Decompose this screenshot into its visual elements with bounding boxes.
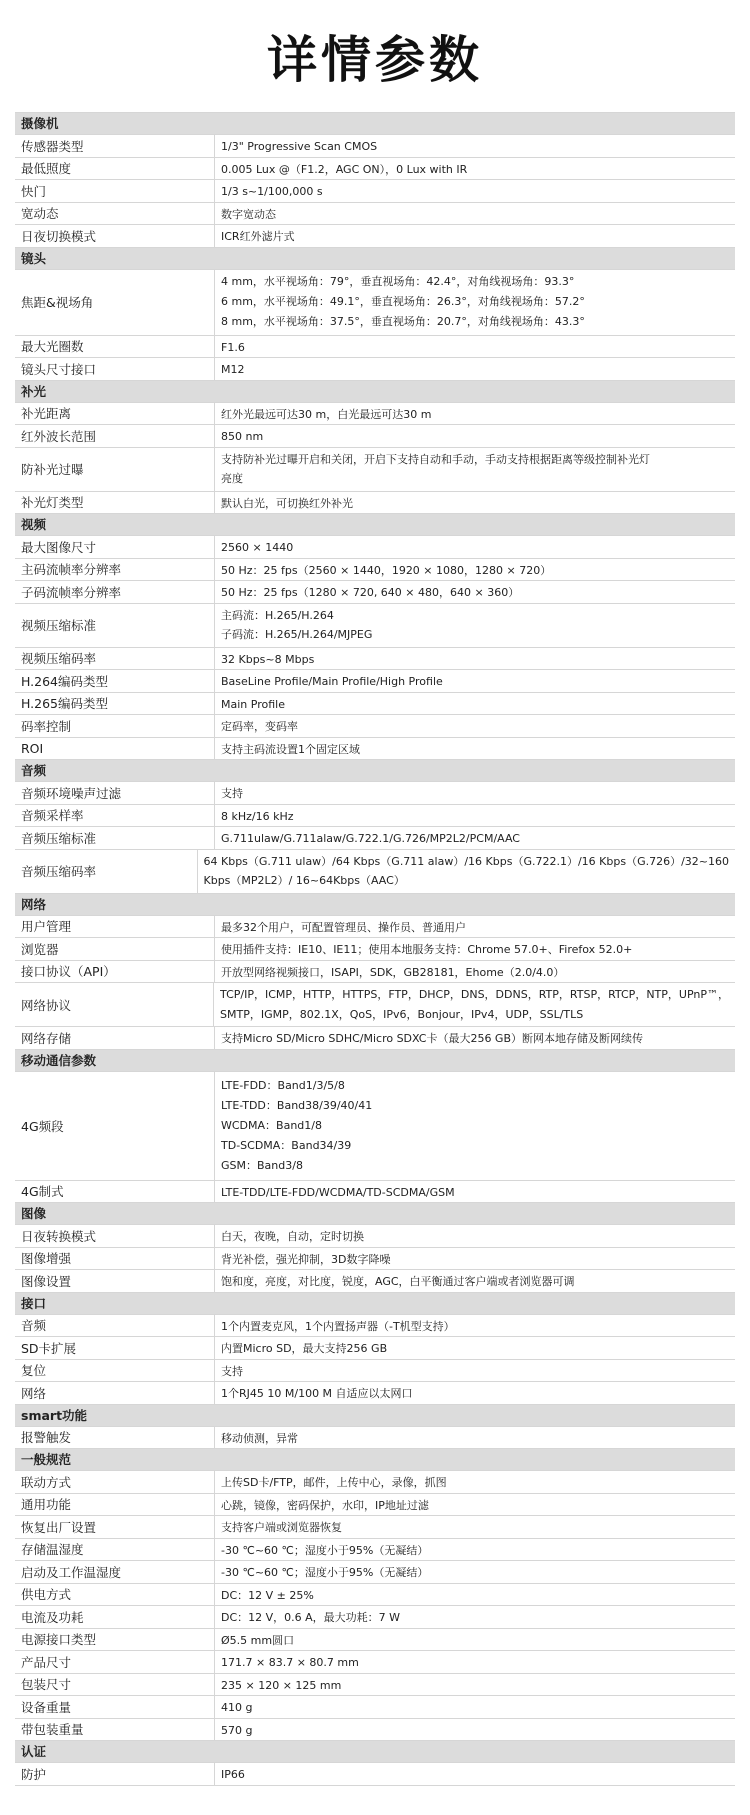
spec-label: 焦距&视场角 — [15, 270, 215, 335]
spec-value — [198, 850, 736, 893]
spec-value-line: 饱和度，亮度，对比度，锐度，AGC，白平衡通过客户端或者浏览器可调 — [221, 1275, 575, 1288]
spec-value — [215, 1674, 735, 1696]
spec-label: H.264编码类型 — [15, 670, 215, 692]
spec-value-line: 支持主码流设置1个固定区域 — [221, 742, 360, 756]
spec-value — [215, 1248, 735, 1270]
spec-label: 复位 — [15, 1360, 215, 1382]
spec-value-line: 支持 — [221, 1364, 243, 1378]
spec-value — [215, 938, 735, 960]
spec-value-line: 50 Hz：25 fps（2560 × 1440，1920 × 1080，1280 × 720） — [221, 563, 552, 577]
spec-value — [215, 1584, 735, 1606]
spec-label: ROI — [15, 738, 215, 760]
spec-label: 图像增强 — [15, 1248, 215, 1270]
spec-row — [15, 738, 735, 761]
spec-row — [15, 782, 735, 805]
spec-value-line: LTE-FDD：Band1/3/5/8 — [221, 1078, 345, 1092]
spec-row — [15, 336, 735, 359]
spec-value — [215, 961, 735, 983]
spec-row — [15, 916, 735, 939]
spec-row — [15, 1651, 735, 1674]
spec-label: 音频压缩码率 — [15, 850, 198, 893]
spec-label: 4G频段 — [15, 1072, 215, 1180]
spec-label: 视频压缩标准 — [15, 604, 215, 647]
spec-value — [215, 1337, 735, 1359]
spec-row — [15, 1225, 735, 1248]
spec-value — [215, 158, 735, 180]
spec-value — [215, 403, 735, 425]
spec-value — [215, 1696, 735, 1718]
spec-row — [15, 715, 735, 738]
spec-label: 主码流帧率分辨率 — [15, 559, 215, 581]
spec-value-line: IP66 — [221, 1768, 245, 1781]
spec-value — [215, 203, 735, 225]
spec-value-line: 1/3 s~1/100,000 s — [221, 185, 323, 198]
page-title: 详情参数 — [267, 31, 483, 89]
spec-value — [215, 715, 735, 737]
spec-label: 传感器类型 — [15, 135, 215, 157]
spec-value — [215, 1270, 735, 1292]
spec-value-line: 1个内置麦克风，1个内置扬声器（-T机型支持） — [221, 1319, 455, 1333]
spec-value-line: Kbps（MP2L2）/ 16~64Kbps（AAC） — [203, 874, 405, 887]
spec-row — [15, 492, 735, 515]
spec-row — [15, 1382, 735, 1405]
spec-row — [15, 1561, 735, 1584]
spec-row — [15, 1072, 735, 1181]
spec-label: 设备重量 — [15, 1696, 215, 1718]
spec-row — [15, 1516, 735, 1539]
spec-label: 供电方式 — [15, 1584, 215, 1606]
spec-row — [15, 1629, 735, 1652]
spec-label: 网络存储 — [15, 1027, 215, 1049]
spec-value — [215, 1427, 735, 1449]
spec-value-line: SMTP，IGMP，802.1X，QoS，IPv6，Bonjour，IPv4，UDP，SSL/TLS — [220, 1007, 584, 1021]
spec-row — [15, 270, 735, 336]
spec-value — [215, 336, 735, 358]
spec-value — [215, 1315, 735, 1337]
spec-value — [215, 1629, 735, 1651]
spec-value-line: 6 mm，水平视场角：49.1°，垂直视场角：26.3°，对角线视场角：57.2° — [221, 295, 585, 308]
spec-value-line: LTE-TDD：Band38/39/40/41 — [221, 1098, 373, 1112]
spec-value-line: 1个RJ45 10 M/100 M 自适应以太网口 — [221, 1387, 413, 1400]
section-header: smart功能 — [15, 1405, 735, 1427]
spec-value-line: 最多32个用户，可配置管理员、操作员、普通用户 — [221, 920, 466, 934]
spec-label: 存储温湿度 — [15, 1539, 215, 1561]
spec-row — [15, 1427, 735, 1450]
spec-value-line: 亮度 — [221, 472, 243, 485]
section-header: 网络 — [15, 894, 735, 916]
spec-value — [215, 358, 735, 380]
spec-row — [15, 1027, 735, 1050]
spec-label: 恢复出厂设置 — [15, 1516, 215, 1538]
spec-value-line: 移动侦测，异常 — [221, 1431, 298, 1445]
spec-row — [15, 1606, 735, 1629]
spec-value — [215, 670, 735, 692]
spec-value — [215, 270, 735, 335]
spec-label: 视频压缩码率 — [15, 648, 215, 670]
spec-table — [15, 112, 735, 1786]
spec-label: 接口协议（API） — [15, 961, 215, 983]
spec-value-line: 使用插件支持：IE10、IE11；使用本地服务支持：Chrome 57.0+、Firefox 52.0+ — [221, 943, 633, 956]
spec-row — [15, 135, 735, 158]
spec-row — [15, 1696, 735, 1719]
spec-value-line: 4 mm，水平视场角：79°，垂直视场角：42.4°，对角线视场角：93.3° — [221, 275, 575, 288]
spec-label: 电流及功耗 — [15, 1606, 215, 1628]
spec-value — [215, 492, 735, 514]
spec-label: 音频 — [15, 1315, 215, 1337]
spec-row — [15, 536, 735, 559]
spec-row — [15, 1471, 735, 1494]
spec-value-line: 8 mm，水平视场角：37.5°，垂直视场角：20.7°，对角线视场角：43.3° — [221, 315, 585, 328]
spec-value-line: 0.005 Lux @（F1.2，AGC ON），0 Lux with IR — [221, 162, 468, 176]
spec-value-line: 白天，夜晚，自动，定时切换 — [221, 1230, 364, 1243]
spec-value-line: 1/3" Progressive Scan CMOS — [221, 140, 378, 153]
spec-row — [15, 1337, 735, 1360]
spec-label: 浏览器 — [15, 938, 215, 960]
spec-label: 音频采样率 — [15, 805, 215, 827]
spec-label: 宽动态 — [15, 203, 215, 225]
spec-label: 快门 — [15, 180, 215, 202]
spec-value-line: 支持防补光过曝开启和关闭，开启下支持自动和手动，手动支持根据距离等级控制补光灯 — [221, 452, 650, 466]
spec-value — [215, 180, 735, 202]
spec-row — [15, 827, 735, 850]
section-header: 认证 — [15, 1741, 735, 1763]
spec-row — [15, 425, 735, 448]
spec-value-line: 8 kHz/16 kHz — [221, 809, 294, 823]
spec-row — [15, 1360, 735, 1383]
spec-row — [15, 961, 735, 984]
section-header: 一般规范 — [15, 1449, 735, 1471]
spec-label: SD卡扩展 — [15, 1337, 215, 1359]
section-header: 视频 — [15, 514, 735, 536]
spec-row — [15, 693, 735, 716]
spec-value-line: 定码率，变码率 — [221, 720, 298, 733]
spec-label: 补光距离 — [15, 403, 215, 425]
spec-value — [215, 225, 735, 247]
spec-row — [15, 203, 735, 226]
spec-value-line: 171.7 × 83.7 × 80.7 mm — [221, 1656, 359, 1669]
spec-value-line: -30 ℃~60 ℃；湿度小于95%（无凝结） — [221, 1543, 429, 1557]
spec-row — [15, 225, 735, 248]
section-header: 图像 — [15, 1203, 735, 1225]
spec-row — [15, 180, 735, 203]
spec-row — [15, 1494, 735, 1517]
spec-value-line: 内置Micro SD，最大支持256 GB — [221, 1342, 388, 1355]
spec-label: 最低照度 — [15, 158, 215, 180]
spec-label: 防护 — [15, 1763, 215, 1785]
spec-value — [215, 1181, 735, 1203]
spec-row — [15, 358, 735, 381]
spec-value-line: WCDMA：Band1/8 — [221, 1118, 322, 1132]
spec-value-line: 2560 × 1440 — [221, 541, 294, 554]
spec-row — [15, 1763, 735, 1786]
section-header: 音频 — [15, 760, 735, 782]
spec-value — [215, 916, 735, 938]
spec-value — [214, 983, 735, 1026]
spec-value — [215, 536, 735, 558]
spec-value — [215, 1606, 735, 1628]
spec-value-line: M12 — [221, 363, 245, 376]
spec-value-line: Ø5.5 mm圆口 — [221, 1633, 295, 1647]
spec-value-line: F1.6 — [221, 340, 245, 354]
spec-label: 启动及工作温湿度 — [15, 1561, 215, 1583]
spec-label: 电源接口类型 — [15, 1629, 215, 1651]
spec-row — [15, 403, 735, 426]
section-header: 摄像机 — [15, 113, 735, 135]
spec-row — [15, 604, 735, 648]
spec-value-line: 64 Kbps（G.711 ulaw）/64 Kbps（G.711 alaw）/16 Kbps（G.722.1）/16 Kbps（G.726）/32~160 — [203, 854, 729, 868]
spec-value-line: 心跳，镜像，密码保护，水印，IP地址过滤 — [221, 1498, 429, 1512]
spec-value — [215, 425, 735, 447]
spec-value — [215, 581, 735, 603]
spec-value-line: 默认白光，可切换红外补光 — [221, 496, 353, 510]
spec-value-line: 背光补偿，强光抑制，3D数字降噪 — [221, 1252, 391, 1266]
spec-value — [215, 1072, 735, 1180]
spec-value — [215, 1763, 735, 1785]
spec-row — [15, 559, 735, 582]
spec-value-line: 235 × 120 × 125 mm — [221, 1678, 342, 1692]
spec-label: 补光灯类型 — [15, 492, 215, 514]
spec-value — [215, 1561, 735, 1583]
spec-value-line: 上传SD卡/FTP，邮件，上传中心，录像，抓图 — [221, 1476, 447, 1489]
spec-value — [215, 827, 735, 849]
spec-value-line: ICR红外滤片式 — [221, 230, 295, 243]
spec-label: 音频压缩标准 — [15, 827, 215, 849]
spec-label: 产品尺寸 — [15, 1651, 215, 1673]
spec-value-line: 主码流：H.265/H.264 — [221, 608, 334, 622]
spec-row — [15, 448, 735, 492]
spec-label: 日夜切换模式 — [15, 225, 215, 247]
spec-label: 用户管理 — [15, 916, 215, 938]
spec-row — [15, 581, 735, 604]
section-header: 补光 — [15, 381, 735, 403]
spec-value-line: 850 nm — [221, 430, 264, 443]
spec-value — [215, 782, 735, 804]
spec-label: 音频环境噪声过滤 — [15, 782, 215, 804]
spec-value — [215, 1471, 735, 1493]
spec-label: 最大图像尺寸 — [15, 536, 215, 558]
spec-label: 码率控制 — [15, 715, 215, 737]
spec-value — [215, 1651, 735, 1673]
spec-value — [215, 738, 735, 760]
spec-value — [215, 648, 735, 670]
spec-label: 4G制式 — [15, 1181, 215, 1203]
spec-label: 最大光圈数 — [15, 336, 215, 358]
spec-value-line: 32 Kbps~8 Mbps — [221, 652, 315, 666]
spec-row — [15, 805, 735, 828]
spec-value-line: 开放型网络视频接口，ISAPI，SDK，GB28181，Ehome（2.0/4.0） — [221, 965, 565, 979]
spec-value — [215, 559, 735, 581]
spec-label: H.265编码类型 — [15, 693, 215, 715]
spec-label: 日夜转换模式 — [15, 1225, 215, 1247]
spec-value — [215, 1539, 735, 1561]
spec-value — [215, 1225, 735, 1247]
spec-value — [215, 135, 735, 157]
section-header: 接口 — [15, 1293, 735, 1315]
spec-row — [15, 158, 735, 181]
spec-value-line: DC：12 V，0.6 A，最大功耗：7 W — [221, 1611, 401, 1624]
spec-label: 通用功能 — [15, 1494, 215, 1516]
spec-row — [15, 1719, 735, 1742]
spec-value-line: BaseLine Profile/Main Profile/High Profile — [221, 675, 443, 688]
spec-value — [215, 693, 735, 715]
spec-value-line: 50 Hz：25 fps（1280 × 720, 640 × 480，640 × 360） — [221, 586, 520, 599]
spec-row — [15, 648, 735, 671]
spec-value-line: 410 g — [221, 1701, 253, 1714]
spec-value-line: 数字宽动态 — [221, 207, 276, 221]
spec-value — [215, 1382, 735, 1404]
spec-value-line: TD-SCDMA：Band34/39 — [221, 1138, 352, 1152]
spec-value-line: 570 g — [221, 1723, 253, 1737]
spec-row — [15, 850, 735, 894]
spec-label: 报警触发 — [15, 1427, 215, 1449]
spec-value — [215, 1360, 735, 1382]
spec-label: 图像设置 — [15, 1270, 215, 1292]
spec-row — [15, 670, 735, 693]
spec-row — [15, 1539, 735, 1562]
spec-value-line: -30 ℃~60 ℃；湿度小于95%（无凝结） — [221, 1566, 429, 1579]
spec-value-line: G.711ulaw/G.711alaw/G.722.1/G.726/MP2L2/PCM/AAC — [221, 832, 520, 845]
spec-row — [15, 1674, 735, 1697]
spec-value — [215, 805, 735, 827]
spec-value — [215, 1494, 735, 1516]
spec-row — [15, 938, 735, 961]
spec-value — [215, 1719, 735, 1741]
spec-label: 联动方式 — [15, 1471, 215, 1493]
spec-label: 带包装重量 — [15, 1719, 215, 1741]
spec-value — [215, 1516, 735, 1538]
spec-label: 包装尺寸 — [15, 1674, 215, 1696]
spec-row — [15, 1270, 735, 1293]
spec-value-line: GSM：Band3/8 — [221, 1158, 303, 1172]
spec-value-line: 支持Micro SD/Micro SDHC/Micro SDXC卡（最大256 GB）断网本地存储及断网续传 — [221, 1032, 644, 1045]
spec-value — [215, 1027, 735, 1049]
section-header: 镜头 — [15, 248, 735, 270]
spec-row — [15, 1584, 735, 1607]
spec-value-line: 红外光最远可达30 m，白光最远可达30 m — [221, 407, 432, 421]
spec-value-line: DC：12 V ± 25% — [221, 1588, 314, 1602]
spec-row — [15, 1248, 735, 1271]
spec-row — [15, 1181, 735, 1204]
spec-value-line: Main Profile — [221, 697, 285, 711]
spec-label: 网络协议 — [15, 983, 214, 1026]
spec-value-line: 支持客户端或浏览器恢复 — [221, 1521, 342, 1534]
spec-value-line: 支持 — [221, 787, 243, 800]
spec-row — [15, 1315, 735, 1338]
spec-value — [215, 604, 735, 647]
spec-label: 子码流帧率分辨率 — [15, 581, 215, 603]
spec-value-line: 子码流：H.265/H.264/MJPEG — [221, 628, 373, 641]
spec-row — [15, 983, 735, 1027]
spec-value — [215, 448, 735, 491]
spec-value-line: TCP/IP，ICMP，HTTP，HTTPS，FTP，DHCP，DNS，DDNS，RTP，RTSP，RTCP，NTP，UPnP™， — [220, 988, 729, 1001]
spec-value-line: LTE-TDD/LTE-FDD/WCDMA/TD-SCDMA/GSM — [221, 1185, 455, 1199]
spec-label: 红外波长范围 — [15, 425, 215, 447]
section-header: 移动通信参数 — [15, 1050, 735, 1072]
spec-label: 镜头尺寸接口 — [15, 358, 215, 380]
spec-label: 防补光过曝 — [15, 448, 215, 491]
spec-label: 网络 — [15, 1382, 215, 1404]
